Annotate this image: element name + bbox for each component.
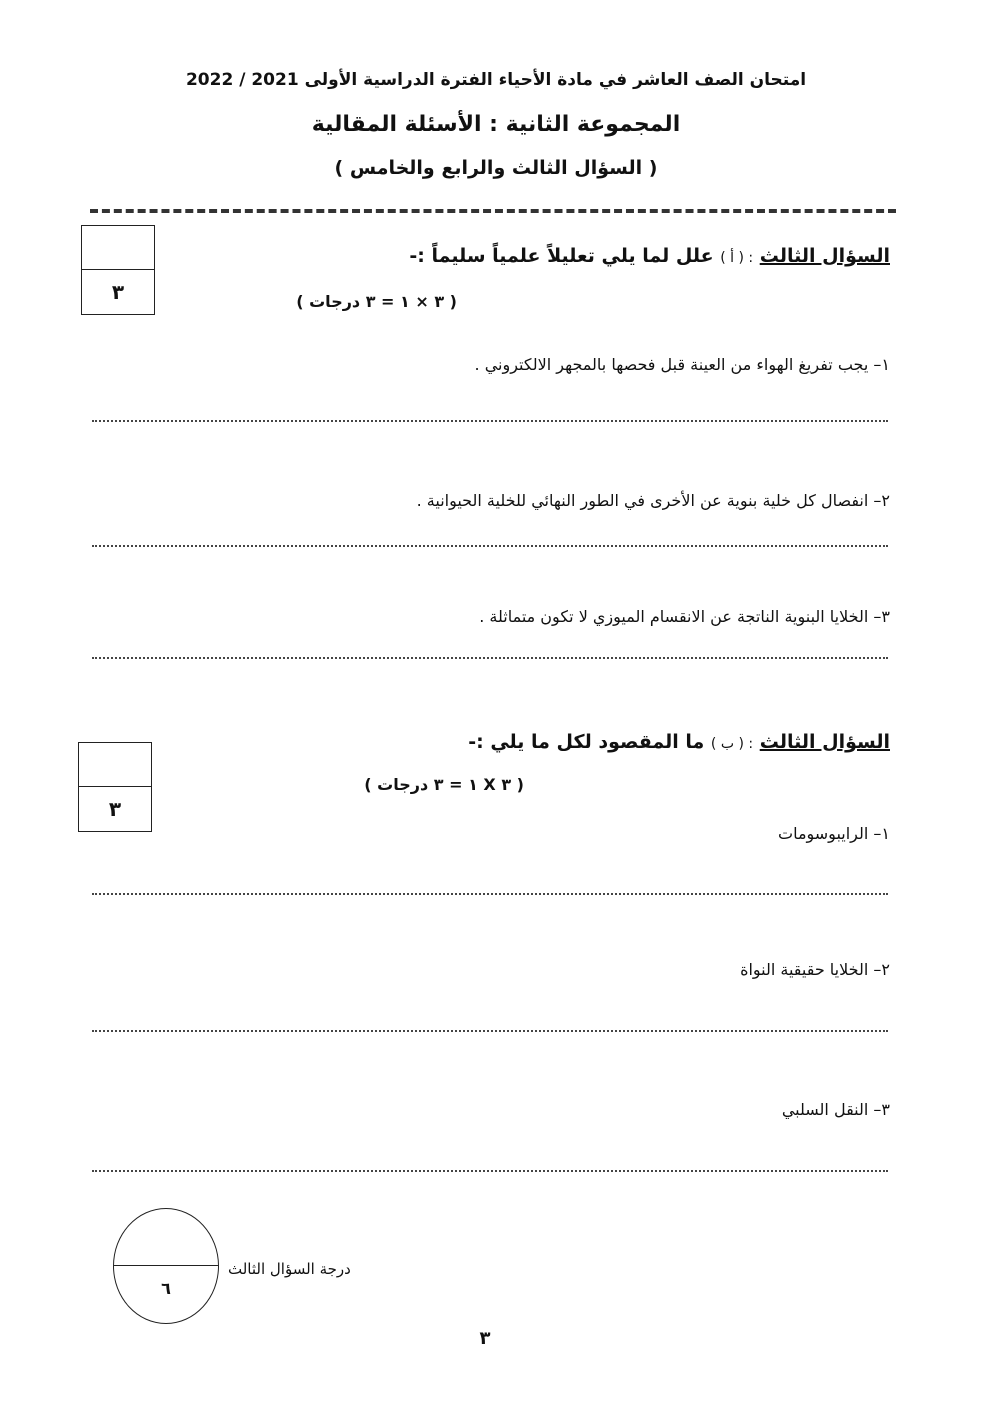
score-box-blank [79, 743, 151, 787]
part-b-item-3: ٣– النقل السلبي [781, 1100, 890, 1119]
answer-line[interactable] [92, 1030, 888, 1032]
part-a-marks: ( ٣ × ١ = ٣ درجات ) [296, 292, 457, 311]
answer-line[interactable] [92, 893, 888, 895]
questions-scope: ( السؤال الثالث والرابع والخامس ) [334, 157, 658, 179]
group-title: المجموعة الثانية : الأسئلة المقالية [311, 112, 681, 137]
answer-line[interactable] [92, 545, 888, 547]
score-box-value: ٣ [108, 797, 122, 821]
part-b-instruction: ما المقصود لكل ما يلي :- [468, 731, 705, 753]
answer-line[interactable] [92, 1170, 888, 1172]
score-box-blank [82, 226, 154, 270]
part-a-label: السؤال الثالث [759, 245, 890, 267]
total-score-circle [113, 1208, 219, 1324]
part-b-branch: : ( ب ) [710, 736, 754, 752]
part-a-item-2: ٢– انفصال كل خلية بنوية عن الأخرى في الطور النهائي للخلية الحيوانية . [416, 491, 890, 510]
score-box-value: ٣ [111, 280, 125, 304]
total-score-label: درجة السؤال الثالث [228, 1260, 351, 1278]
header-separator [90, 209, 896, 213]
score-box-part-a [81, 225, 155, 315]
part-a-item-1: ١– يجب تفريغ الهواء من العينة قبل فحصها بالمجهر الالكتروني . [474, 355, 890, 374]
answer-line[interactable] [92, 657, 888, 659]
part-b-label: السؤال الثالث [759, 731, 890, 753]
circle-divider [114, 1265, 218, 1266]
part-b-item-2: ٢– الخلايا حقيقية النواة [740, 960, 890, 979]
part-a-branch: : ( أ ) [720, 250, 754, 266]
total-score-value: ٦ [161, 1279, 171, 1298]
part-a-heading [409, 245, 890, 267]
part-a-instruction: علل لما يلي تعليلاً علمياً سليماً :- [409, 245, 714, 267]
answer-line[interactable] [92, 420, 888, 422]
part-b-item-1: ١– الرايبوسومات [778, 824, 890, 843]
exam-title: امتحان الصف العاشر في مادة الأحياء الفترة الدراسية الأولى 2021 / 2022 [185, 70, 807, 90]
part-b-marks: ( ٣ X ١ = ٣ درجات ) [364, 775, 524, 794]
part-a-item-3: ٣– الخلايا البنوية الناتجة عن الانقسام الميوزي لا تكون متماثلة . [479, 607, 890, 626]
part-b-heading [468, 731, 890, 753]
page-number: ٣ [479, 1328, 491, 1349]
score-box-part-b [78, 742, 152, 832]
